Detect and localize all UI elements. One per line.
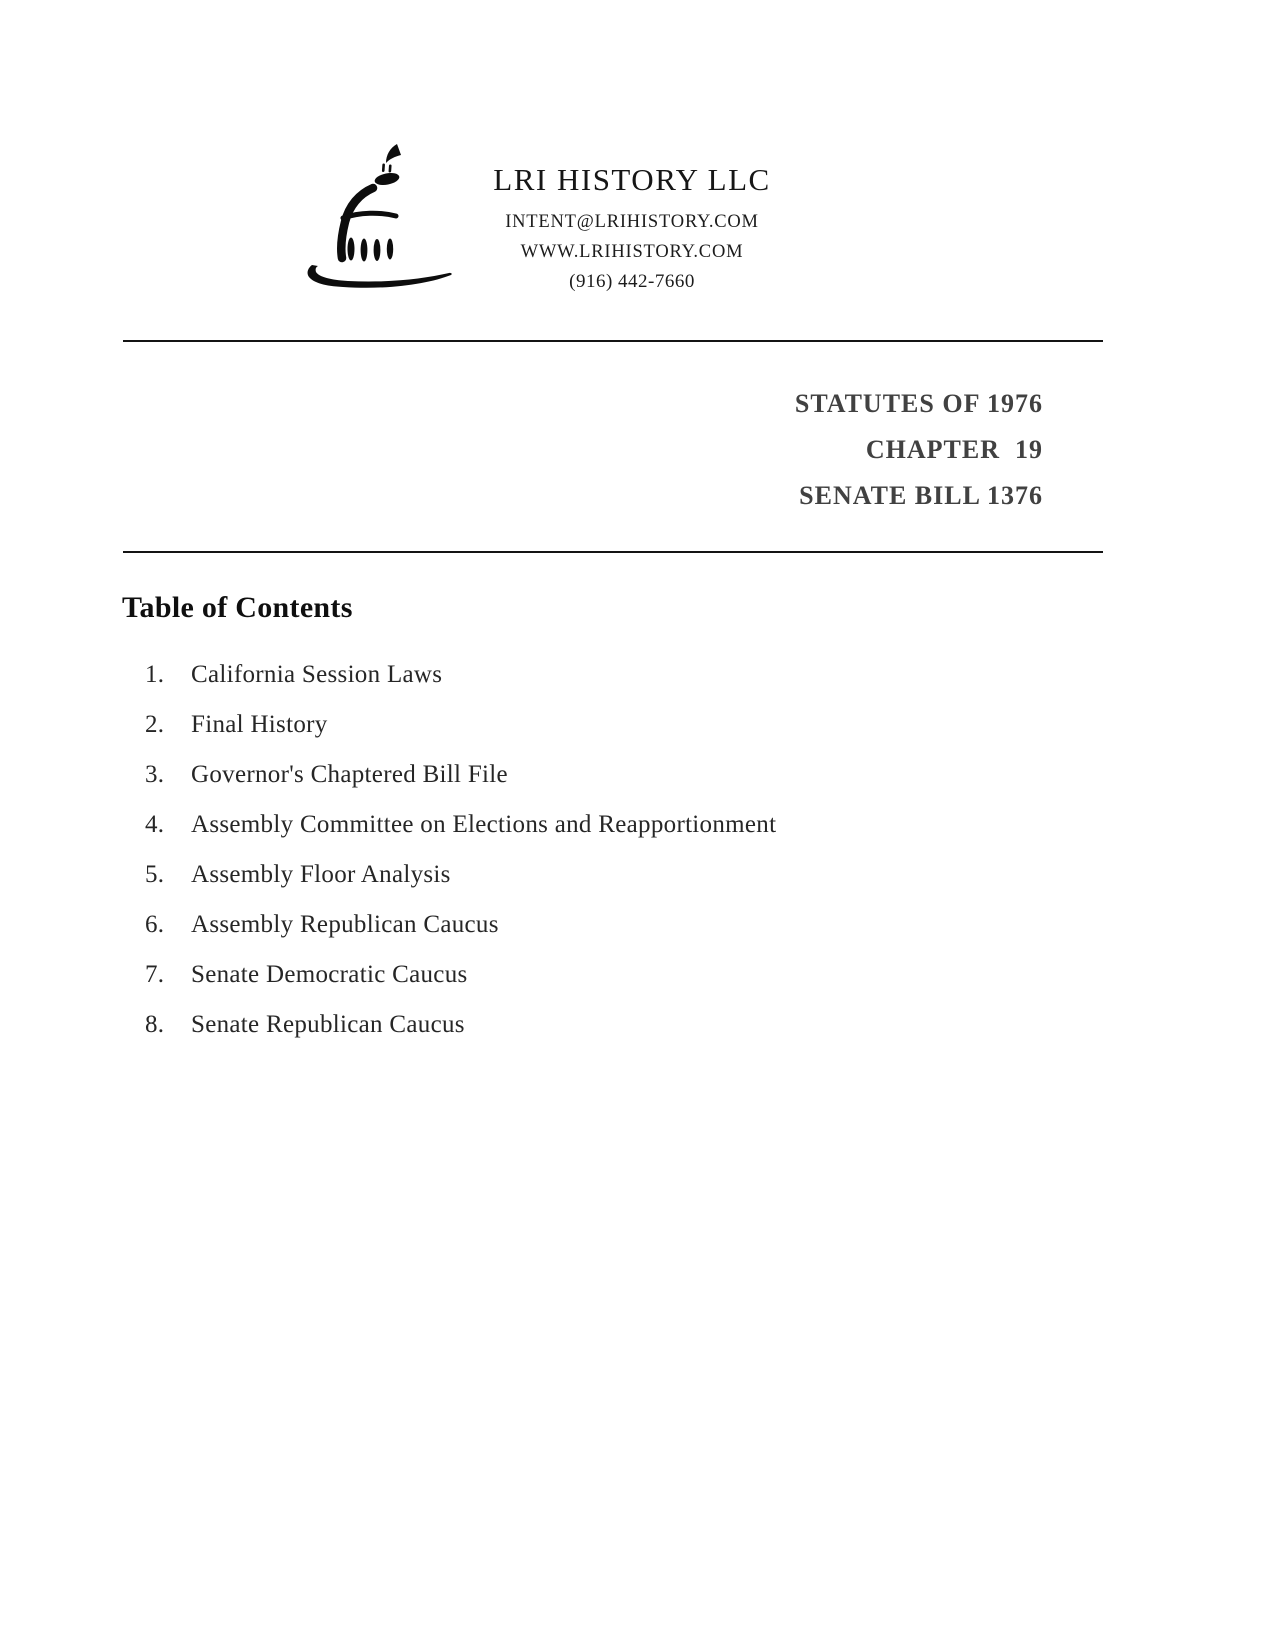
org-name: LRI HISTORY LLC (493, 162, 771, 197)
toc-item-label: Assembly Floor Analysis (191, 861, 451, 888)
org-phone: (916) 442-7660 (569, 271, 695, 292)
toc-item (145, 1000, 1105, 1050)
toc-heading: Table of Contents (122, 591, 353, 624)
statute-title-block (795, 381, 1043, 519)
toc-item (145, 650, 1105, 700)
divider-bottom (123, 551, 1103, 553)
toc-item-number: 5. (145, 861, 165, 888)
toc-item-number: 2. (145, 711, 165, 738)
toc-item-label: California Session Laws (191, 661, 443, 688)
toc-item (145, 900, 1105, 950)
toc-item (145, 700, 1105, 750)
toc-item (145, 750, 1105, 800)
toc-item-label: Final History (191, 711, 328, 738)
letterhead (432, 161, 832, 297)
toc-item-number: 4. (145, 811, 165, 838)
toc-item-number: 1. (145, 661, 165, 688)
toc-item (145, 950, 1105, 1000)
toc-item-label: Senate Democratic Caucus (191, 961, 468, 988)
capitol-logo-icon (303, 136, 453, 298)
divider-top (123, 340, 1103, 342)
toc-list (145, 650, 1105, 1050)
toc-item-number: 3. (145, 761, 165, 788)
org-email: INTENT@LRIHISTORY.COM (505, 212, 759, 232)
toc-item-label: Assembly Committee on Elections and Reapportionment (191, 811, 777, 838)
toc-item-number: 6. (145, 911, 165, 938)
toc-item-label: Senate Republican Caucus (191, 1011, 465, 1038)
org-website: WWW.LRIHISTORY.COM (520, 241, 744, 262)
toc-item-number: 7. (145, 961, 165, 988)
toc-item-label: Assembly Republican Caucus (191, 911, 499, 938)
senate-bill-line: SENATE BILL 1376 (799, 481, 1043, 510)
toc-item (145, 800, 1105, 850)
toc-item-number: 8. (145, 1011, 165, 1038)
toc-item (145, 850, 1105, 900)
chapter-line: CHAPTER 19 (865, 435, 1043, 464)
toc-item-label: Governor's Chaptered Bill File (191, 761, 508, 788)
statutes-line: STATUTES OF 1976 (794, 389, 1043, 418)
